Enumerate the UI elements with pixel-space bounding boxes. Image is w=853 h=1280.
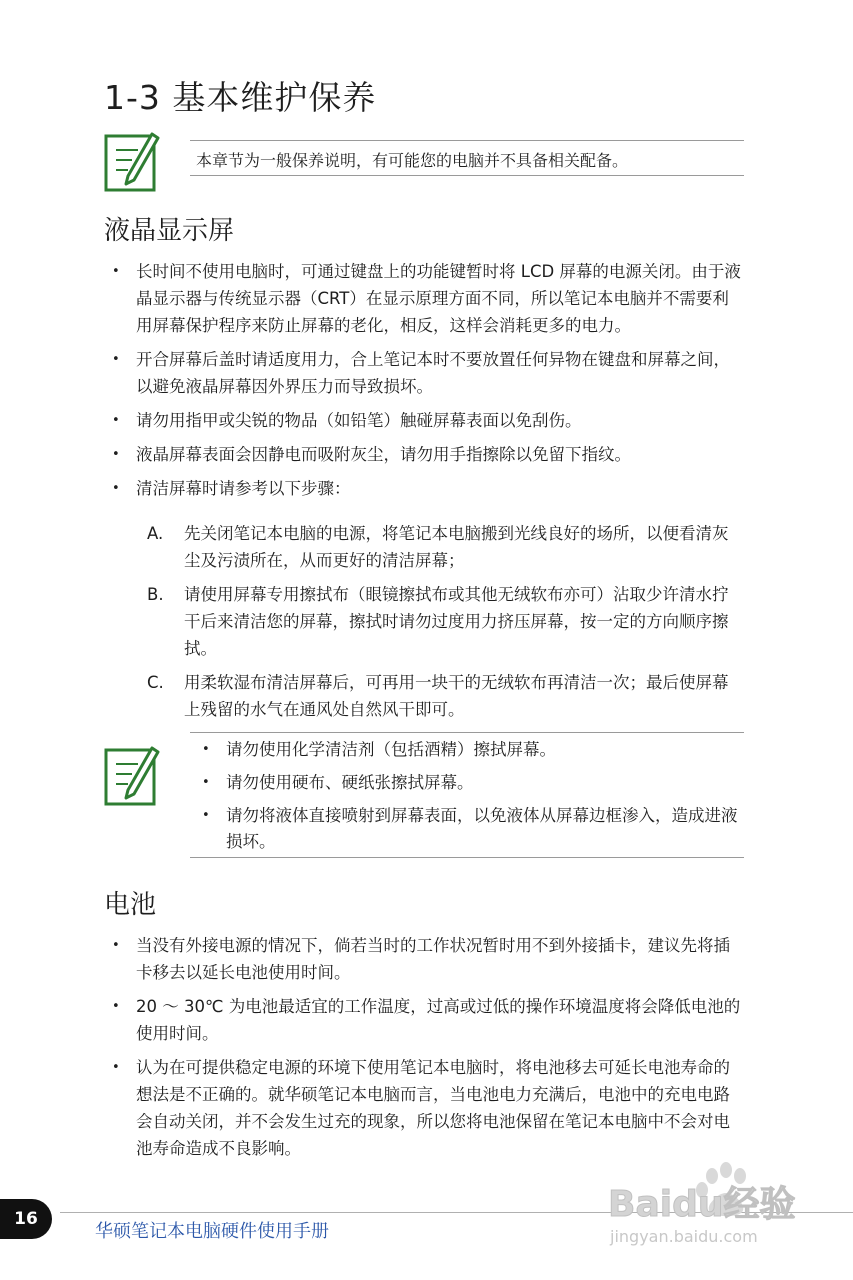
- step-item: [142, 520, 744, 574]
- step-text: 请使用屏幕专用擦拭布（眼镜擦拭布或其他无绒软布亦可）沾取少许清水拧干后来清洁您的屏幕，擦拭时请勿过度用力挤压屏幕，按一定的方向顺序擦拭。: [184, 585, 729, 658]
- note-box: [190, 732, 744, 858]
- list-item: • 认为在可提供稳定电源的环境下使用笔记本电脑时，将电池移去可延长电池寿命的想法是不正确的。就华硕笔记本电脑而言，当电池电力充满后，电池中的充电电路会自动关闭，并不会发生过充的现象，所以您将电池保留在笔记本电脑中不会对电池寿命造成不良影响。: [104, 1054, 744, 1162]
- manual-title: 华硕笔记本电脑硬件使用手册: [95, 1221, 329, 1242]
- list-item: • 请勿用指甲或尖锐的物品（如铅笔）触碰屏幕表面以免刮伤。: [104, 407, 744, 434]
- list-item: • 开合屏幕后盖时请适度用力，合上笔记本时不要放置任何异物在键盘和屏幕之间，以避免液晶屏幕因外界压力而导致损坏。: [104, 346, 744, 400]
- list-item: • 清洁屏幕时请参考以下步骤：: [104, 475, 744, 502]
- note-text: 本章节为一般保养说明，有可能您的电脑并不具备相关配备。: [196, 151, 629, 170]
- list-item: • 请勿使用硬布、硬纸张擦拭屏幕。: [190, 770, 744, 796]
- step-item: [142, 669, 744, 723]
- step-item: [142, 581, 744, 662]
- page-title: 1-3 基本维护保养: [104, 78, 377, 117]
- lcd-bullet-list: [104, 258, 744, 509]
- note-callout-top: [104, 128, 744, 194]
- step-mark: A.: [147, 524, 164, 543]
- step-text: 先关闭笔记本电脑的电源，将笔记本电脑搬到光线良好的场所，以便看清灰尘及污渍所在，从而更好的清洁屏幕；: [184, 524, 729, 570]
- watermark-url: jingyan.baidu.com: [610, 1227, 758, 1246]
- list-item: • 请勿将液体直接喷射到屏幕表面，以免液体从屏幕边框渗入，造成进液损坏。: [190, 803, 744, 855]
- note-box: [190, 140, 744, 176]
- watermark-brand: Baidu经验: [608, 1184, 796, 1225]
- warning-list: [190, 737, 744, 862]
- note-pencil-icon: [104, 128, 160, 192]
- list-item: • 当没有外接电源的情况下，倘若当时的工作状况暂时用不到外接插卡，建议先将插卡移去以延长电池使用时间。: [104, 932, 744, 986]
- step-mark: C.: [147, 673, 164, 692]
- note-callout-warnings: [104, 732, 744, 860]
- list-item: • 20 ～ 30℃ 为电池最适宜的工作温度，过高或过低的操作环境温度将会降低电池的使用时间。: [104, 993, 744, 1047]
- baidu-watermark-logo: [600, 1158, 840, 1248]
- section-title-lcd: 液晶显示屏: [104, 216, 235, 246]
- step-text: 用柔软湿布清洁屏幕后，可再用一块干的无绒软布再清洁一次；最后使屏幕上残留的水气在通风处自然风干即可。: [184, 673, 729, 719]
- section-title-battery: 电池: [104, 890, 157, 920]
- list-item: • 请勿使用化学清洁剂（包括酒精）擦拭屏幕。: [190, 737, 744, 763]
- list-item: • 液晶屏幕表面会因静电而吸附灰尘，请勿用手指擦除以免留下指纹。: [104, 441, 744, 468]
- page-number: 16: [0, 1199, 52, 1239]
- note-pencil-icon: [104, 742, 160, 806]
- step-mark: B.: [147, 585, 164, 604]
- battery-bullet-list: [104, 932, 744, 1169]
- cleaning-steps-list: [142, 520, 744, 730]
- list-item: • 长时间不使用电脑时，可通过键盘上的功能键暂时将 LCD 屏幕的电源关闭。由于液晶显示器与传统显示器（CRT）在显示原理方面不同，所以笔记本电脑并不需要利用屏幕保护程序来防止屏幕的老化，相反，这样会消耗更多的电力。: [104, 258, 744, 339]
